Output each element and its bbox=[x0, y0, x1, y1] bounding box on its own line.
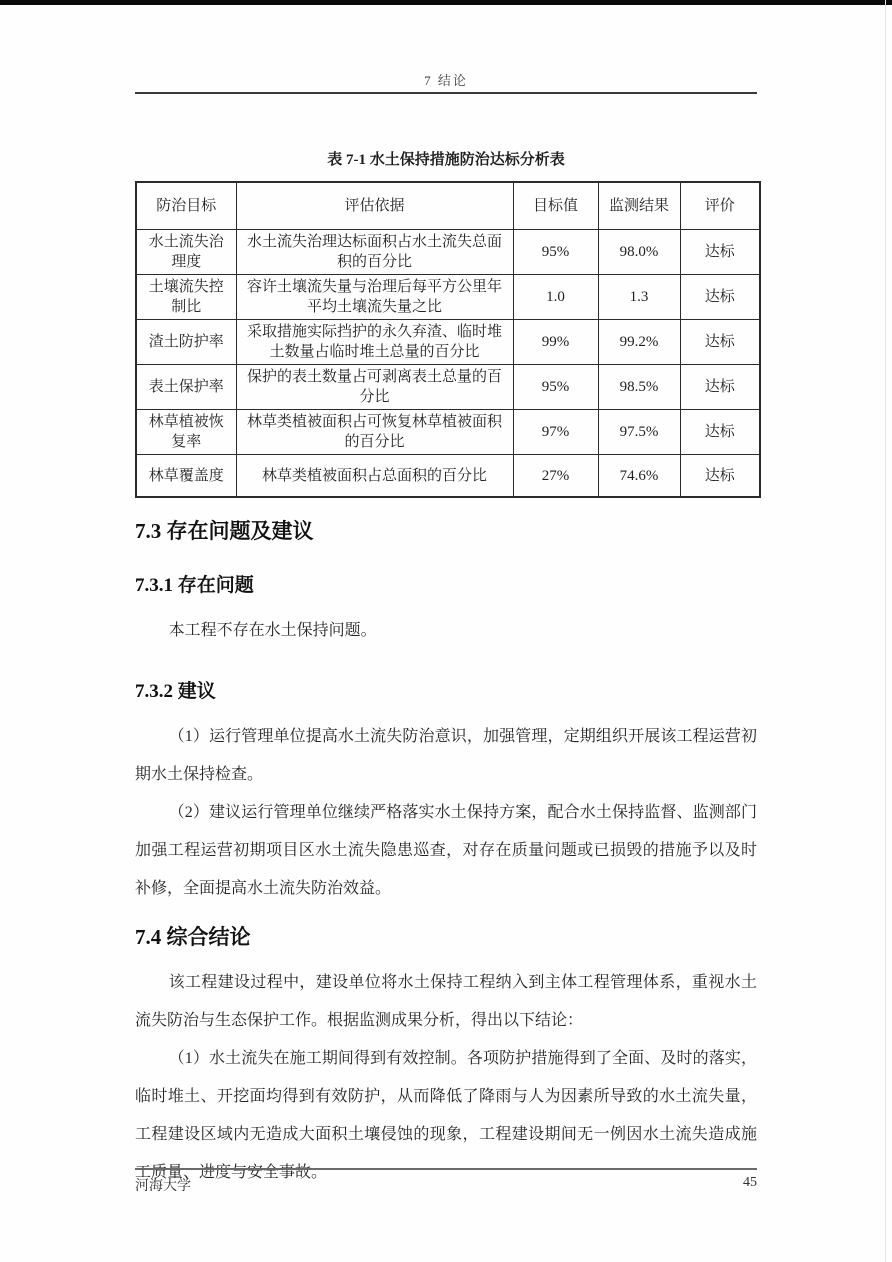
page-content bbox=[135, 148, 757, 1192]
cell-result: 1.3 bbox=[598, 275, 680, 320]
paragraph-7-3-2-item2: （2）建议运行管理单位继续严格落实水土保持方案，配合水土保持监督、监测部门加强工程运营初期项目区水土流失隐患巡查，对存在质量问题或已损毁的措施予以及时补修，全面提高水土流失防治效益。 bbox=[135, 804, 757, 897]
table-row bbox=[136, 410, 760, 455]
page-footer bbox=[135, 1168, 757, 1195]
analysis-table bbox=[135, 181, 761, 498]
cell-basis: 林草类植被面积占可恢复林草植被面积的百分比 bbox=[236, 410, 513, 455]
section-7-3-title: 7.3 存在问题及建议 bbox=[135, 519, 314, 543]
cell-eval: 达标 bbox=[680, 275, 760, 320]
cell-basis: 水土流失治理达标面积占水土流失总面积的百分比 bbox=[236, 230, 513, 275]
paragraph-7-4-item1: （1）水土流失在施工期间得到有效控制。各项防护措施得到了全面、及时的落实，临时堆土、开挖面均得到有效防护，从而降低了降雨与人为因素所导致的水土流失量，工程建设区域内无造成大面积土壤侵蚀的现象，工程建设期间无一例因水土流失造成施工质量、进度与安全事故。 bbox=[135, 1050, 757, 1181]
section-7-3-1-title: 7.3.1 存在问题 bbox=[135, 575, 254, 596]
table-row bbox=[136, 365, 760, 410]
cell-eval: 达标 bbox=[680, 320, 760, 365]
cell-eval: 达标 bbox=[680, 365, 760, 410]
table-caption: 表 7-1 水土保持措施防治达标分析表 bbox=[327, 152, 565, 168]
cell-goal: 表土保护率 bbox=[136, 365, 236, 410]
cell-target: 1.0 bbox=[513, 275, 598, 320]
col-header-target-value: 目标值 bbox=[513, 182, 598, 230]
cell-target: 95% bbox=[513, 230, 598, 275]
cell-target: 27% bbox=[513, 455, 598, 498]
table-row bbox=[136, 230, 760, 275]
cell-target: 95% bbox=[513, 365, 598, 410]
section-7-3-2-title: 7.3.2 建议 bbox=[135, 681, 216, 702]
paragraph-7-3-2-item1: （1）运行管理单位提高水土流失防治意识，加强管理，定期组织开展该工程运营初期水土保持检查。 bbox=[135, 728, 757, 783]
scan-edge-line bbox=[885, 0, 886, 1262]
running-head: 7 结论 bbox=[135, 70, 757, 94]
cell-result: 74.6% bbox=[598, 455, 680, 498]
cell-goal: 水土流失治理度 bbox=[136, 230, 236, 275]
cell-basis: 保护的表土数量占可剥离表土总量的百分比 bbox=[236, 365, 513, 410]
table-row bbox=[136, 455, 760, 498]
cell-result: 98.0% bbox=[598, 230, 680, 275]
cell-goal: 渣土防护率 bbox=[136, 320, 236, 365]
cell-basis: 容许土壤流失量与治理后每平方公里年平均土壤流失量之比 bbox=[236, 275, 513, 320]
col-header-evaluation: 评价 bbox=[680, 182, 760, 230]
scan-edge-bar bbox=[0, 0, 892, 5]
section-7-4-title: 7.4 综合结论 bbox=[135, 925, 251, 949]
cell-basis: 采取措施实际挡护的永久弃渣、临时堆土数量占临时堆土总量的百分比 bbox=[236, 320, 513, 365]
cell-basis: 林草类植被面积占总面积的百分比 bbox=[236, 455, 513, 498]
paragraph-7-4-intro: 该工程建设过程中，建设单位将水土保持工程纳入到主体工程管理体系，重视水土流失防治与生态保护工作。根据监测成果分析，得出以下结论： bbox=[135, 974, 757, 1029]
col-header-basis: 评估依据 bbox=[236, 182, 513, 230]
cell-result: 99.2% bbox=[598, 320, 680, 365]
cell-eval: 达标 bbox=[680, 455, 760, 498]
cell-result: 98.5% bbox=[598, 365, 680, 410]
footer-page-number: 45 bbox=[743, 1175, 757, 1190]
table-header-row bbox=[136, 182, 760, 230]
cell-target: 99% bbox=[513, 320, 598, 365]
col-header-target: 防治目标 bbox=[136, 182, 236, 230]
cell-goal: 土壤流失控制比 bbox=[136, 275, 236, 320]
cell-goal: 林草植被恢复率 bbox=[136, 410, 236, 455]
cell-goal: 林草覆盖度 bbox=[136, 455, 236, 498]
col-header-monitor-result: 监测结果 bbox=[598, 182, 680, 230]
cell-eval: 达标 bbox=[680, 230, 760, 275]
footer-institution: 河海大学 bbox=[135, 1179, 191, 1194]
table-row bbox=[136, 320, 760, 365]
cell-result: 97.5% bbox=[598, 410, 680, 455]
table-row bbox=[136, 275, 760, 320]
page-header bbox=[135, 0, 757, 94]
paragraph-7-3-1: 本工程不存在水土保持问题。 bbox=[168, 622, 377, 639]
cell-target: 97% bbox=[513, 410, 598, 455]
cell-eval: 达标 bbox=[680, 410, 760, 455]
